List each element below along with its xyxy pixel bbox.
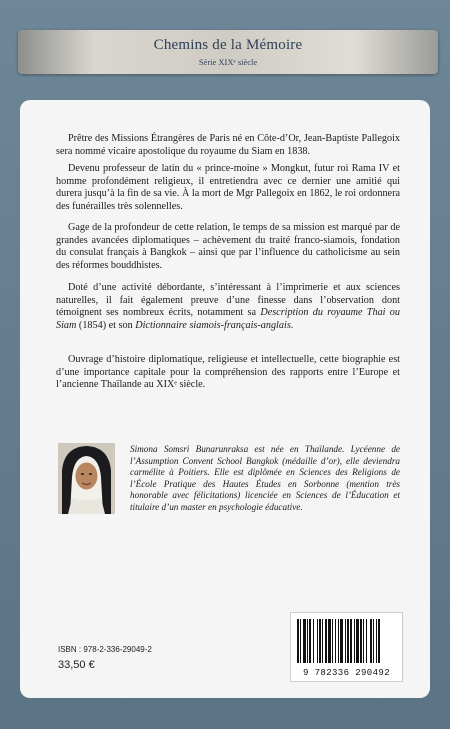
barcode-bar bbox=[335, 619, 336, 663]
author-photo bbox=[58, 443, 115, 514]
blurb-paragraph-2: Devenu professeur de latin du « prince-moine » Mongkut, futur roi Rama IV et homme profondément religieux, il entretiendra avec ce dernier une amitié qui durera jusqu’à la fin de sa vie. À la mort de Mgr Pallegoix en 1862, le roi ordonnera des funérailles très solennelles. bbox=[56, 163, 400, 212]
barcode-bar bbox=[313, 619, 314, 663]
series-banner bbox=[18, 30, 438, 74]
barcode-bars bbox=[295, 619, 398, 663]
blurb-paragraph-1: Prêtre des Missions Étrangères de Paris né en Côte-d’Or, Jean-Baptiste Pallegoix sera nommé vicaire apostolique du royaume du Siam en 1838. bbox=[56, 133, 400, 157]
isbn: ISBN : 978-2-336-29049-2 bbox=[58, 645, 152, 654]
barcode-bar bbox=[373, 619, 374, 663]
barcode-bar bbox=[345, 619, 346, 663]
book-title-description: Description du royaume Thai ou Siam bbox=[56, 307, 400, 331]
barcode-bar bbox=[300, 619, 301, 663]
barcode-bar bbox=[322, 619, 323, 663]
barcode-bar bbox=[340, 619, 343, 663]
barcode-bar bbox=[319, 619, 321, 663]
barcode-bar bbox=[309, 619, 311, 663]
barcode-bar bbox=[297, 619, 299, 663]
barcode-bar bbox=[303, 619, 306, 663]
barcode-digits: 9 782336 290492 bbox=[302, 668, 390, 678]
barcode-bar bbox=[332, 619, 333, 663]
series-title: Chemins de la Mémoire bbox=[153, 37, 303, 53]
barcode-bar bbox=[370, 619, 372, 663]
book-title-dictionnaire: Dictionnaire siamois-français-anglais bbox=[135, 319, 291, 331]
series-subtitle: Série XIXᵉ siècle bbox=[198, 57, 258, 67]
blurb-paragraph-4: Doté d’une activité débordante, s’intéressant à l’imprimerie et aux sciences naturelles, il fait également preuve d’une finesse dans l’observation dont témoignent ses nombreux écrits, notamment sa Description du royaume Thai ou Siam (1854) et son Dictionnaire siamois-français-anglais. bbox=[56, 282, 400, 331]
barcode-bar bbox=[356, 619, 359, 663]
author-biography: Simona Somsri Bunarunraksa est née en Thaïlande. Lycéenne de l’Assumption Convent School Bangkok (médaille d’or), elle deviendra carmélite à Poitiers. Elle est diplômée en Sciences des Religions de l’École Pratique des Hautes Études en Sorbonne (mention très honorable avec félicitations) licenciée en Sciences de l’Éducation et titulaire d’un master en psychologie éducative. bbox=[130, 444, 400, 512]
barcode-bar bbox=[350, 619, 352, 663]
barcode-bar bbox=[307, 619, 308, 663]
barcode-bar bbox=[378, 619, 380, 663]
barcode bbox=[290, 612, 403, 682]
barcode-bar bbox=[347, 619, 349, 663]
barcode-bar bbox=[366, 619, 367, 663]
blurb-paragraph-5: Ouvrage d’histoire diplomatique, religieuse et intellectuelle, cette biographie est d’une importance capitale pour la compréhension des rapports entre l’Europe et l’ancienne Thaïlande au XIXᵉ siècle. bbox=[56, 354, 400, 391]
barcode-bar bbox=[363, 619, 364, 663]
barcode-bar bbox=[354, 619, 355, 663]
barcode-bar bbox=[360, 619, 362, 663]
barcode-bar bbox=[317, 619, 318, 663]
barcode-bar bbox=[328, 619, 331, 663]
blurb-paragraph-3: Gage de la profondeur de cette relation, le temps de sa mission est marqué par de grandes avancées diplomatiques – achèvement du traité franco-siamois, fondation du consulat français à Bangkok – ainsi que par l’influence du catholicisme au sein des réformes bouddhistes. bbox=[56, 222, 400, 271]
barcode-bar bbox=[338, 619, 339, 663]
price: 33,50 € bbox=[58, 659, 95, 671]
barcode-bar bbox=[376, 619, 377, 663]
barcode-bar bbox=[325, 619, 327, 663]
